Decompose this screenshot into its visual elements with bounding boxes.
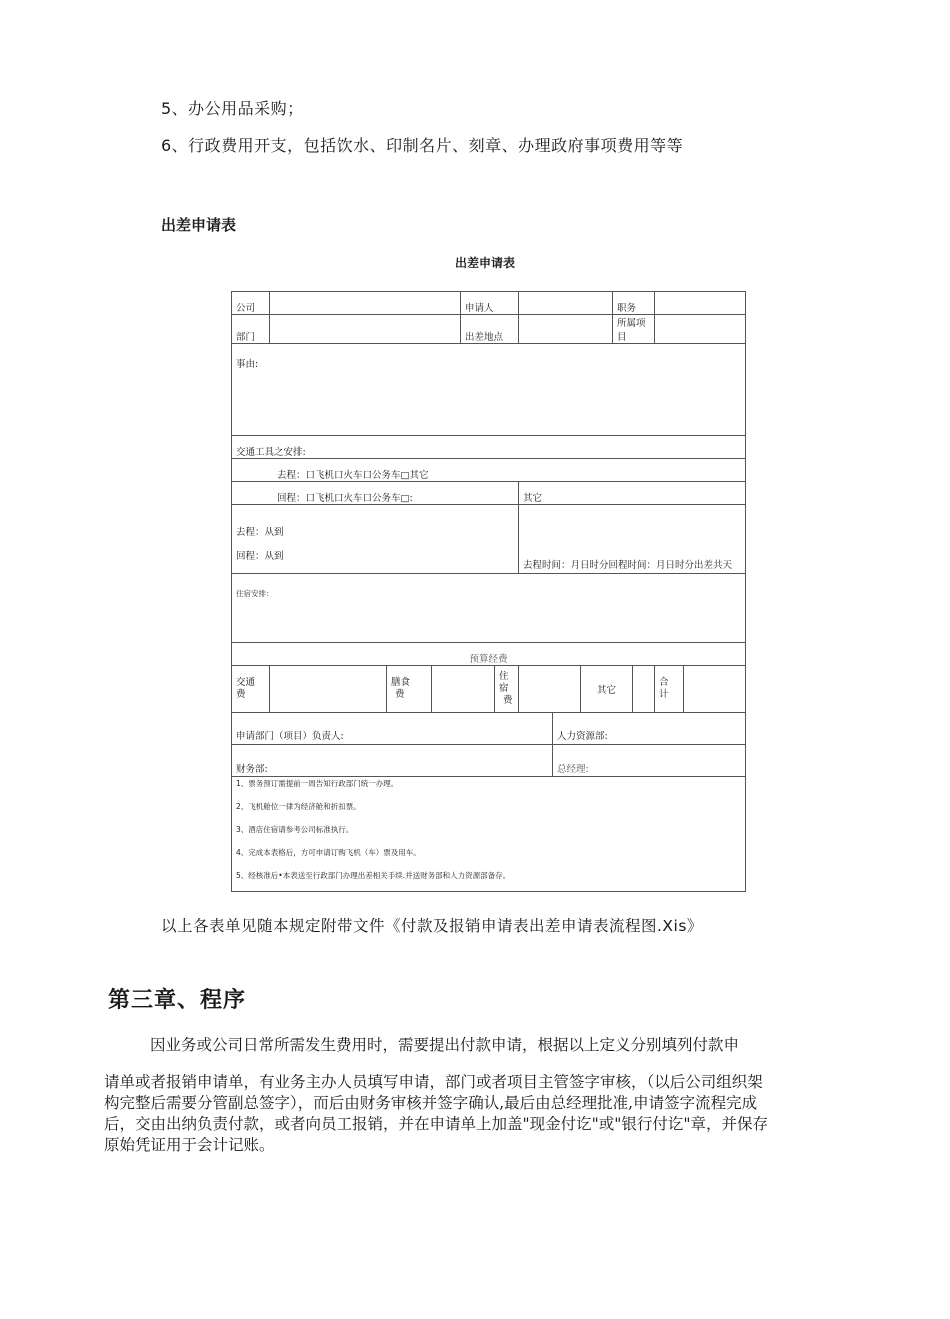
company-label: 公司 [232, 292, 270, 315]
chapter-heading: 第三章、程序 [108, 988, 247, 1013]
reason-label: 事由: [236, 359, 259, 370]
department-field[interactable] [270, 315, 461, 344]
position-field[interactable] [655, 292, 746, 315]
travel-time-text: 去程时间：月日时分回程时间：月日时分出差共天 [523, 560, 733, 571]
outbound-transport-options[interactable]: 去程：口飞机口火车口公务车□其它 [232, 459, 746, 482]
attachment-note: 以上各表单见随本规定附带文件《付款及报销申请表出差申请表流程图.Xis》 [161, 917, 703, 935]
budget-lodging-label: 住宿 费 [495, 666, 519, 713]
budget-total-field[interactable] [684, 666, 746, 713]
section-heading: 出差申请表 [161, 216, 237, 234]
paragraph-first-line: 因业务或公司日常所需发生费用时，需要提出付款申请，根据以上定义分别填列付款申 [150, 1036, 740, 1054]
budget-transport-label: 交通 费 [232, 666, 270, 713]
budget-other-label: 其它 [581, 666, 633, 713]
lodging-label: 住宿安排： [236, 589, 274, 598]
paragraph-line: 请单或者报销申请单，有业务主办人员填写申请，部门或者项目主管签字审核，（以后公司组织架 [104, 1073, 763, 1091]
position-label: 职务 [613, 292, 655, 315]
list-item: 6、行政费用开支，包括饮水、印制名片、刻章、办理政府事项费用等等 [161, 136, 684, 155]
finance-signature[interactable]: 财务部: [232, 745, 553, 777]
company-field[interactable] [270, 292, 461, 315]
budget-lodging-field[interactable] [519, 666, 581, 713]
note-item: 4、完成本表格后，方可申请订购飞机（车）票及用车。 [236, 848, 421, 857]
form-title: 出差申请表 [455, 256, 516, 270]
note-item: 3、酒店住宿请参考公司标准执行。 [236, 825, 354, 834]
project-label: 所属项目 [613, 315, 655, 344]
budget-other-field[interactable] [633, 666, 655, 713]
note-item: 2、飞机舱位一律为经济舱和折扣票。 [236, 802, 361, 811]
hr-signature[interactable]: 人力资源部: [553, 713, 746, 745]
budget-transport-field[interactable] [270, 666, 387, 713]
form-notes [232, 777, 746, 892]
budget-total-label: 合 计 [655, 666, 684, 713]
reason-field[interactable] [232, 344, 746, 436]
budget-meals-field[interactable] [432, 666, 495, 713]
note-item: 5、经核准后•本表送至行政部门办理出差相关手续.并送财务部和人力资源部备存。 [236, 871, 511, 880]
department-label: 部门 [232, 315, 270, 344]
travel-request-form [231, 291, 746, 892]
outbound-route: 去程：从到 [236, 527, 284, 538]
route-field[interactable] [232, 505, 519, 574]
dept-head-signature[interactable]: 申请部门（项目）负责人: [232, 713, 553, 745]
destination-label: 出差地点 [461, 315, 519, 344]
destination-field[interactable] [519, 315, 613, 344]
budget-heading: 预算经费 [232, 643, 746, 666]
return-transport-other[interactable]: 其它 [519, 482, 746, 505]
list-item: 5、办公用品采购； [161, 99, 304, 118]
lodging-field[interactable] [232, 574, 746, 643]
return-route: 回程：从到 [236, 551, 284, 562]
travel-time-field[interactable] [519, 505, 746, 574]
budget-meals-label: 膳食 费 [387, 666, 432, 713]
transport-heading: 交通工具之安排: [232, 436, 746, 459]
applicant-field[interactable] [519, 292, 613, 315]
applicant-label: 申请人 [461, 292, 519, 315]
gm-signature[interactable]: 总经理: [553, 745, 746, 777]
paragraph-line: 原始凭证用于会计记账。 [104, 1136, 275, 1154]
return-transport-options[interactable]: 回程：口飞机口火车口公务车□: [232, 482, 519, 505]
paragraph-line: 构完整后需要分管副总签字），而后由财务审核并签字确认,最后由总经理批准,申请签字流程完成 [104, 1094, 758, 1112]
project-field[interactable] [655, 315, 746, 344]
note-item: 1、票务预订需提前一周告知行政部门统一办理。 [236, 779, 399, 788]
paragraph-line: 后，交由出纳负责付款，或者向员工报销，并在申请单上加盖"现金付讫"或"银行付讫"章，并保存 [104, 1115, 769, 1133]
